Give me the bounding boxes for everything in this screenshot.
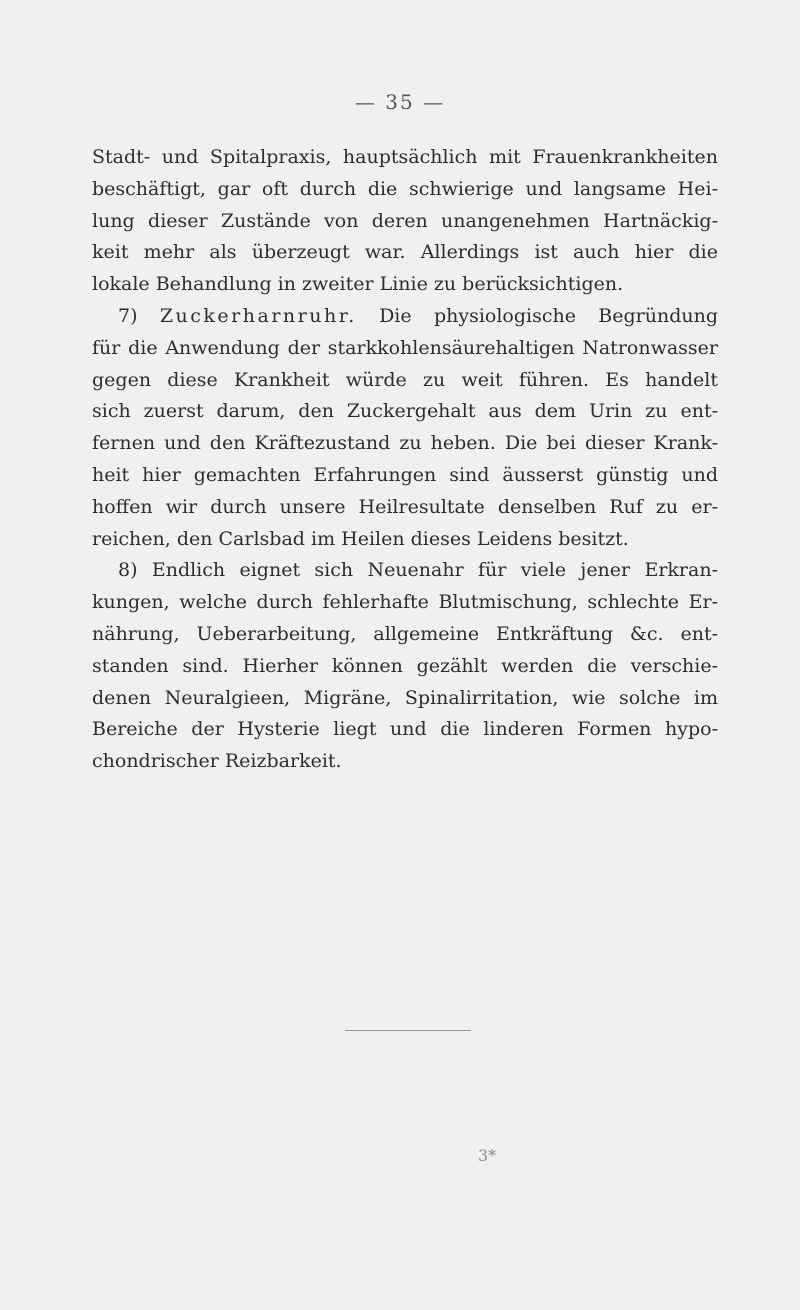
text-line-2: beschäftigt, gar oft durch die schwierige und langsame Hei- bbox=[92, 177, 718, 200]
text-line-19: Bereiche der Hysterie liegt und die linderen Formen hypo- bbox=[92, 718, 718, 741]
text-line-9: sich zuerst darum, den Zuckergehalt aus dem Urin zu ent- bbox=[92, 400, 718, 423]
text-line-5: lokale Behandlung in zweiter Linie zu berücksichtigen. bbox=[92, 273, 624, 296]
section-7-line bbox=[92, 301, 718, 333]
text-line-8: gegen diese Krankheit würde zu weit führen. Es handelt bbox=[92, 368, 718, 391]
signature-mark: 3* bbox=[478, 1146, 497, 1165]
text-line-16: nährung, Ueberarbeitung, allgemeine Entkräftung &c. ent- bbox=[92, 622, 718, 645]
text-line-14: 8) Endlich eignet sich Neuenahr für viele jener Erkran- bbox=[118, 559, 718, 582]
text-line-12: hoffen wir durch unsere Heilresultate denselben Ruf zu er- bbox=[92, 495, 718, 518]
text-line-13: reichen, den Carlsbad im Heilen dieses Leidens besitzt. bbox=[92, 527, 629, 550]
text-line-6: Die physiologische Begründung bbox=[379, 304, 719, 327]
text-line-15: kungen, welche durch fehlerhafte Blutmischung, schlechte Er- bbox=[92, 591, 718, 614]
text-line-3: lung dieser Zustände von deren unangenehmen Hartnäckig- bbox=[92, 209, 718, 232]
text-line-4: keit mehr als überzeugt war. Allerdings ist auch hier die bbox=[92, 241, 718, 264]
text-line-11: heit hier gemachten Erfahrungen sind äusserst günstig und bbox=[92, 463, 718, 486]
page-number-header: — 35 — bbox=[354, 90, 446, 114]
text-line-7: für die Anwendung der starkkohlensäurehaltigen Natronwasser bbox=[92, 336, 718, 359]
text-line-1: Stadt- und Spitalpraxis, hauptsächlich mit Frauenkrankheiten bbox=[92, 146, 718, 168]
section-7-heading: Zuckerharnruhr. bbox=[159, 304, 357, 327]
section-divider bbox=[345, 1030, 471, 1031]
text-line-17: standen sind. Hierher können gezählt werden die verschie- bbox=[92, 654, 718, 677]
text-line-18: denen Neuralgieen, Migräne, Spinalirritation, wie solche im bbox=[92, 686, 718, 709]
section-7-number: 7) bbox=[118, 304, 138, 327]
text-line-20: chondrischer Reizbarkeit. bbox=[92, 750, 342, 773]
text-line-10: fernen und den Kräftezustand zu heben. Die bei dieser Krank- bbox=[92, 432, 718, 455]
body-text bbox=[92, 142, 718, 778]
